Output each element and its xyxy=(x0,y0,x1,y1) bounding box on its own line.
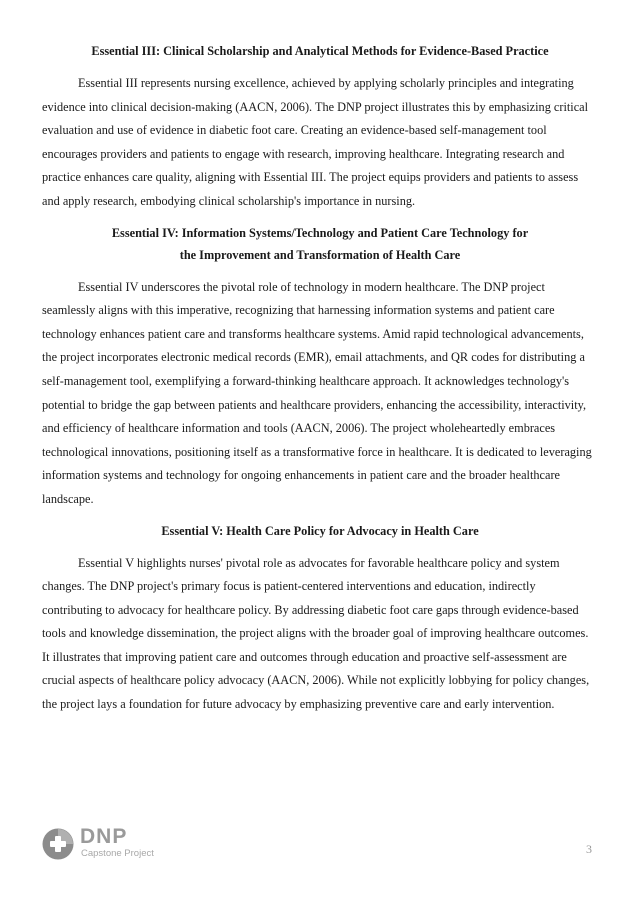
paragraph-essential-iii: Essential III represents nursing excellence, achieved by applying scholarly principles and integrating evidence into clinical decision-making (AACN, 2006). The DNP project illustrates this by emphasizing critical evaluation and use of evidence in diabetic foot care. Creating an evidence-based self-management tool encourages providers and patients to engage with research, improving healthcare. Integrating research and practice enhances care quality, aligning with Essential III. The project equips providers and patients to assess and apply research, embodying clinical scholarship's importance in nursing. xyxy=(42,76,589,208)
heading-line: Essential IV: Information Systems/Technology and Patient Care Technology for xyxy=(111,225,529,240)
section-heading-essential-iv xyxy=(42,222,598,266)
paragraph-essential-v: Essential V highlights nurses' pivotal role as advocates for favorable healthcare policy and system changes. The DNP project's primary focus is patient-centered interventions and education, indirectly contributing to advocacy for healthcare policy. By addressing diabetic foot care gaps through evidence-based tools and knowledge dissemination, the project aligns with the broader goal of improving healthcare outcomes. It illustrates that improving patient care and outcomes through education and proactive self-assessment are crucial aspects of healthcare policy advocacy (AACN, 2006). While not explicitly lobbying for policy changes, the project lays a foundation for future advocacy by emphasizing preventive care and early intervention. xyxy=(42,555,590,712)
paragraph-essential-iv: Essential IV underscores the pivotal role of technology in modern healthcare. The DNP project seamlessly aligns with this imperative, recognizing that harnessing information systems and patient care technology enhances patient care and transforms healthcare systems. Amid rapid technological advancements, the project incorporates electronic medical records (EMR), email attachments, and QR codes for distributing a self-management tool, exemplifying a forward-thinking healthcare approach. It acknowledges technology's potential to bridge the gap between patients and healthcare providers, enhancing the accessibility, interactivity, and efficiency of healthcare information and tools (AACN, 2006). The project wholeheartedly embraces technological innovations, positioning itself as a transformative force in healthcare. It is dedicated to leveraging information systems and technology for ongoing enhancements in patient care and the broader healthcare landscape. xyxy=(42,279,592,506)
heading-line: Essential V: Health Care Policy for Advocacy in Health Care xyxy=(161,523,479,538)
logo-title: DNP xyxy=(80,825,128,848)
dnp-capstone-logo xyxy=(42,826,172,862)
logo-subtitle: Capstone Project xyxy=(81,848,154,859)
page-content xyxy=(42,40,598,717)
heading-line: Essential III: Clinical Scholarship and Analytical Methods for Evidence-Based Practice xyxy=(91,44,549,58)
heading-line: the Improvement and Transformation of Health Care xyxy=(179,247,461,262)
section-heading-essential-iii xyxy=(42,40,598,62)
section-heading-essential-v xyxy=(42,520,598,542)
page-number: 3 xyxy=(586,842,592,856)
plus-circle-icon xyxy=(42,828,74,860)
